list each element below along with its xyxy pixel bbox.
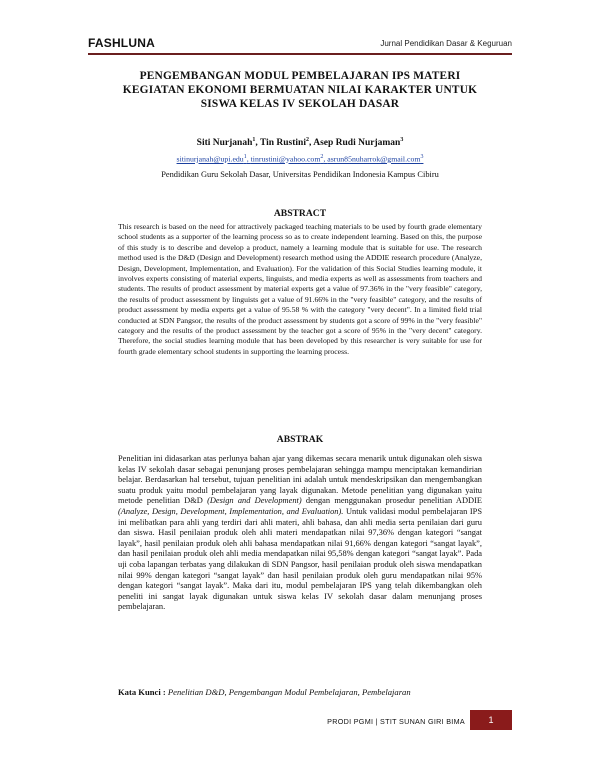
header-rule xyxy=(88,53,512,55)
abstrak-heading: ABSTRAK xyxy=(276,434,324,445)
author-sep: , xyxy=(255,138,260,149)
abstract-heading: ABSTRACT xyxy=(273,208,327,219)
page-number: 1 xyxy=(470,710,512,730)
author-sup: 1 xyxy=(252,137,256,143)
email-sep: , xyxy=(246,154,251,164)
abstrak-body xyxy=(118,454,482,613)
author-name: Asep Rudi Nurjaman xyxy=(313,138,401,149)
title-line: KEGIATAN EKONOMI BERMUATAN NILAI KARAKTER UNTUK xyxy=(122,84,478,96)
title-line: PENGEMBANGAN MODUL PEMBELAJARAN IPS MATERI xyxy=(139,70,461,82)
email-link[interactable]: sitinurjanah@upi.edu xyxy=(176,154,244,164)
running-header xyxy=(88,36,512,54)
author-name: Siti Nurjanah xyxy=(196,138,253,149)
journal-brand: FASHLUNA xyxy=(88,36,155,50)
author-emails xyxy=(88,154,512,164)
affiliation: Pendidikan Guru Sekolah Dasar, Universitas Pendidikan Indonesia Kampus Cibiru xyxy=(161,170,439,179)
journal-name: Jurnal Pendidikan Dasar & Keguruan xyxy=(380,39,512,48)
email-sup: 2 xyxy=(320,154,324,160)
keywords-value: Penelitian D&D, Pengembangan Modul Pembelajaran, Pembelajaran xyxy=(167,687,411,697)
email-link[interactable]: tinrustini@yahoo.com xyxy=(250,154,321,164)
abstrak-text: Untuk validasi modul pembelajaran IPS ini melibatkan para ahli yang terdiri dari ahli materi, ahli bahasa, dan ahli media serta penilaian dari guru dan siswa. Hasil penilaian produk oleh ahli materi mendapatkan nilai 97,36% dengan kategori “sangat layak”, hasil penilaian produk oleh ahli bahasa mendapatkan nilai 91,66% dengan kategori “sangat layak”, dan hasil penilaian produk oleh ahli media mendapatkan nilai 95,58% dengan kategori “sangat layak”. Pada uji coba lapangan terbatas yang dilakukan di SDN Pangsor, hasil penilaian produk oleh siswa mendapatkan nilai 99% dengan kategori “sangat layak” dan hasil penilaian produk oleh guru mendapatkan nilai 95% dengan kategori “sangat layak”. Maka dari itu, modul pembelajaran IPS yang telah dikembangkan oleh peneliti ini sangat layak digunakan untuk siswa kelas IV sekolah dasar dalam menunjang proses pembelajaran. xyxy=(118,506,482,612)
author-sep: , xyxy=(308,138,314,149)
keywords xyxy=(118,687,482,697)
author-list xyxy=(88,137,512,148)
author-name: Tin Rustini xyxy=(259,138,306,149)
abstrak-italic: (Analyze, Design, Development, Implementation, and Evaluation). xyxy=(118,506,344,516)
abstrak-text: dengan menggunakan prosedur penelitian ADDIE xyxy=(301,496,482,506)
abstract-body: This research is based on the need for attractively packaged teaching materials to be used by fourth grade elementary school students as a supporter of the learning process so as to create independent learning. Based on this, the purpose of this study is to describe and develop a product, namely a learning module that is suitable for use. The research method used is the D&D (Design and Development) research method using the ADDIE research procedure (Analyze, Design, Development, Implementation, and Evaluation). For the validation of this Social Studies learning module, it involves experts consisting of material experts, linguists, and media experts as well as assessments from teachers and students. The results of product assessment by material experts get a value of 97.36% in the "very feasible" category, the results of product assessment by linguists get a value of 91.66% in the "very feasible" category, and the results of product assessment by media experts get a value of 95.58 % with the category "very decent". In a limited field trial conducted at SDN Pangsor, the results of the product assessment by students got a score of 99% in the "very feasible" category and the results of the product assessment by the teacher got a score of 95% in the "very decent" category. Therefore, the social studies learning module that has been developed by this researcher is very suitable for use for fourth grade elementary school students in supporting the learning process. xyxy=(118,222,482,356)
author-sup: 2 xyxy=(305,137,309,143)
email-sup: 3 xyxy=(420,154,424,160)
email-sup: 1 xyxy=(243,154,247,160)
footer-text: PRODI PGMI | STIT SUNAN GIRI BIMA xyxy=(327,717,465,726)
title-line: SISWA KELAS IV SEKOLAH DASAR xyxy=(200,98,400,110)
email-link[interactable]: asrun85nuharrok@gmail.com xyxy=(327,154,421,164)
abstrak-text: Penelitian ini didasarkan atas perlunya bahan ajar yang dikemas secara menarik untuk digunakan oleh siswa kelas IV sekolah dasar sebagai penunjang proses pembelajaran sehingga mampu menciptakan kemandirian belajar. Berdasarkan hal tersebut, tujuan penelitian ini adalah untuk mendeskripsikan dan mengembangkan suatu produk yaitu modul pembelajaran yang layak digunakan. Metode penelitian yang digunakan yaitu metode penelitian D&D xyxy=(118,454,482,506)
abstrak-italic: (Design and Development) xyxy=(207,496,302,506)
author-sup: 3 xyxy=(400,137,404,143)
email-sep: , xyxy=(323,154,328,164)
paper-title xyxy=(88,69,512,111)
keywords-label: Kata Kunci : xyxy=(118,687,166,697)
